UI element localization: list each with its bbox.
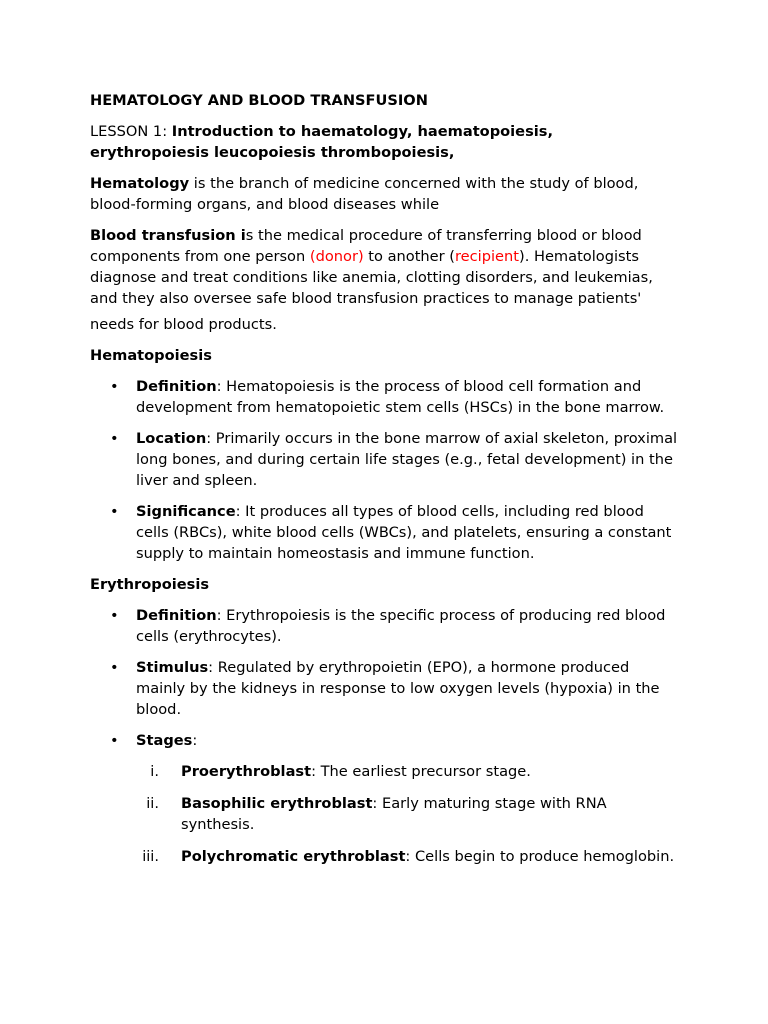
item-term: Definition (136, 607, 217, 624)
hematopoiesis-heading: Hematopoiesis (90, 347, 212, 364)
bullet-icon: • (110, 503, 119, 520)
document-title: HEMATOLOGY AND BLOOD TRANSFUSION (90, 92, 428, 109)
bullet-icon: • (110, 607, 119, 624)
hematology-text: is the branch of medicine concerned with the study of blood, blood-forming organs, and blood diseases while (90, 175, 639, 213)
stage-item (136, 793, 678, 835)
stage-item (136, 761, 678, 782)
transfusion-text1: s the medical procedure of transferring blood or blood components from one person (90, 227, 642, 265)
item-term: Stages (136, 732, 193, 749)
stage-item (136, 846, 678, 867)
item-text: : It produces all types of blood cells, including red blood cells (RBCs), white blood cells (WBCs), and platelets, ensuring a constant supply to maintain homeostasis and immune function. (136, 503, 672, 562)
list-item (90, 501, 678, 564)
item-text: : (192, 732, 198, 749)
stages-list (136, 761, 678, 867)
stage-term: Basophilic erythroblast (181, 795, 373, 812)
item-term: Location (136, 430, 207, 447)
hematology-term: Hematology (90, 175, 190, 192)
stage-number: ii. (146, 795, 159, 812)
item-term: Definition (136, 378, 217, 395)
list-item (90, 376, 678, 418)
stage-text: : The earliest precursor stage. (311, 763, 531, 780)
bullet-icon: • (110, 732, 119, 749)
transfusion-paragraph (90, 225, 678, 335)
hematopoiesis-list (90, 376, 678, 564)
erythropoiesis-heading: Erythropoiesis (90, 576, 210, 593)
transfusion-text2: to another ( (363, 248, 455, 265)
bullet-icon: • (110, 659, 119, 676)
bullet-icon: • (110, 378, 119, 395)
list-item (90, 605, 678, 647)
stage-text: : Early maturing stage with RNA synthesis. (181, 795, 607, 833)
lesson-title-line1: Introduction to haematology, haematopoiesis, (171, 123, 553, 140)
item-term: Stimulus (136, 659, 209, 676)
bullet-icon: • (110, 430, 119, 447)
list-item (90, 428, 678, 491)
hematology-paragraph (90, 173, 678, 215)
stage-text: : Cells begin to produce hemoglobin. (405, 848, 675, 865)
lesson-heading (90, 121, 678, 163)
stage-number: iii. (142, 848, 159, 865)
item-text: : Primarily occurs in the bone marrow of axial skeleton, proximal long bones, and during certain life stages (e.g., fetal development) in the liver and spleen. (136, 430, 678, 489)
stage-term: Polychromatic erythroblast (181, 848, 406, 865)
lesson-title-line2: erythropoiesis leucopoiesis thrombopoiesis, (90, 144, 455, 161)
transfusion-text4: needs for blood products. (90, 316, 277, 333)
list-item (90, 657, 678, 720)
transfusion-text3: ). Hematologists diagnose and treat conditions like anemia, clotting disorders, and leukemias, and they also oversee safe blood transfusion practices to manage patients' (90, 248, 653, 307)
item-text: : Regulated by erythropoietin (EPO), a hormone produced mainly by the kidneys in response to low oxygen levels (hypoxia) in the blood. (136, 659, 660, 718)
stage-term: Proerythroblast (181, 763, 312, 780)
donor-highlight: (donor) (309, 248, 364, 265)
recipient-highlight: recipient (454, 248, 519, 265)
erythropoiesis-list (90, 605, 678, 867)
item-text: : Hematopoiesis is the process of blood cell formation and development from hematopoietic stem cells (HSCs) in the bone marrow. (136, 378, 665, 416)
item-text: : Erythropoiesis is the specific process of producing red blood cells (erythrocytes). (136, 607, 666, 645)
lesson-prefix: LESSON 1: (90, 123, 172, 140)
item-term: Significance (136, 503, 236, 520)
transfusion-term: Blood transfusion i (90, 227, 246, 244)
stage-number: i. (150, 763, 159, 780)
list-item (90, 730, 678, 867)
